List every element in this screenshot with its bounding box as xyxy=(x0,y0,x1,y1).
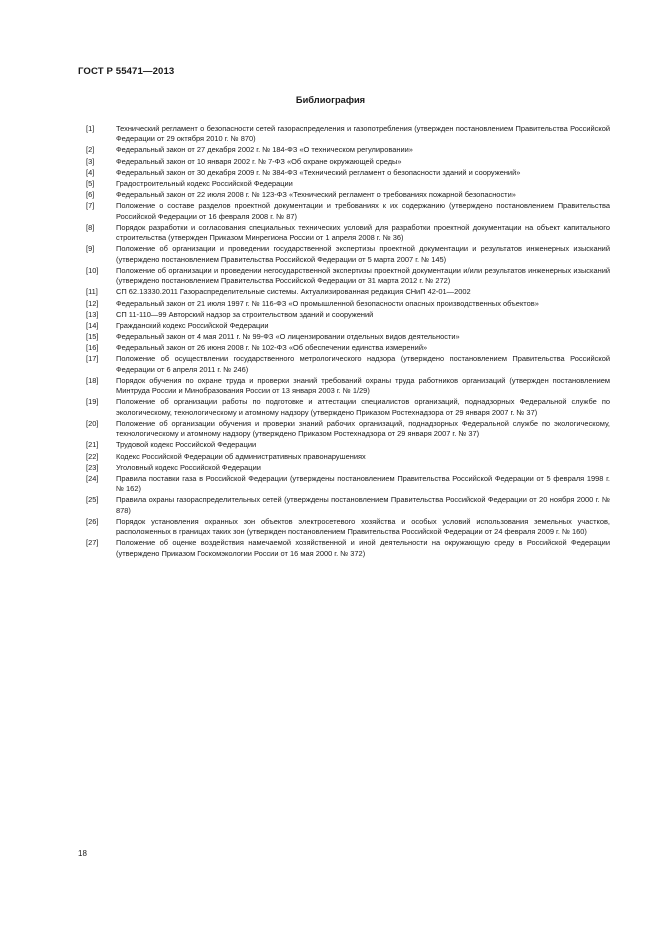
bibliography-entry-text: Уголовный кодекс Российской Федерации xyxy=(116,462,261,472)
bibliography-entry xyxy=(86,354,610,375)
bibliography-entry-number: [20] xyxy=(86,418,99,428)
bibliography-entry-number: [17] xyxy=(86,354,99,364)
bibliography-entry-number: [4] xyxy=(86,167,95,177)
bibliography-entry-number: [14] xyxy=(86,320,99,330)
bibliography-entry-number: [12] xyxy=(86,298,99,308)
bibliography-entry-number: [1] xyxy=(86,124,95,133)
bibliography-entry-text: Положение об организации и проведении негосударственной экспертизы проектной документации и/или результатов инженерных изысканий (утверждено постановлением Правительства Российской Федерации от 31 марта 2012 г. № 272) xyxy=(116,265,610,286)
bibliography-entry-text: Федеральный закон от 30 декабря 2009 г. № 384-ФЗ «Технический регламент о безопасности зданий и сооружений» xyxy=(116,167,521,177)
bibliography-entry-number: [13] xyxy=(86,309,99,319)
page-number: 18 xyxy=(78,849,87,858)
bibliography-entry-text: Кодекс Российской Федерации об административных правонарушениях xyxy=(116,451,366,461)
bibliography-entry-number: [18] xyxy=(86,375,99,385)
bibliography-entry xyxy=(86,223,610,244)
bibliography-entry-number: [5] xyxy=(86,179,95,189)
bibliography-entry xyxy=(86,495,610,516)
bibliography-entry-text: Градостроительный кодекс Российской Федерации xyxy=(116,179,293,189)
bibliography-entry-number: [8] xyxy=(86,222,95,232)
document-header: ГОСТ Р 55471—2013 xyxy=(78,66,175,77)
bibliography-entry-number: [15] xyxy=(86,332,99,342)
bibliography-entry-number: [7] xyxy=(86,201,95,211)
bibliography-entry-text: Положение об осуществлении государственного метрологического надзора (утверждено постановлением Правительства Российской Федерации от 6 апреля 2011 г. № 246) xyxy=(116,354,610,374)
bibliography-entry-text: Порядок установления охранных зон объектов электросетевого хозяйства и особых условий использования земельных участков, расположенных в границах таких зон (утвержден постановлением Правительства Российской Федерации от 24 февраля 2009 г. № 160) xyxy=(116,516,610,537)
bibliography-entry-number: [25] xyxy=(86,495,99,505)
bibliography-entry-text: Правила поставки газа в Российской Федерации (утверждены постановлением Правительства Российской Федерации от 5 февраля 1998 г. № 162) xyxy=(116,473,610,494)
bibliography-entry-text: СП 62.13330.2011 Газораспределительные системы. Актуализированная редакция СНиП 42-01—2002 xyxy=(116,287,471,297)
bibliography-entry-number: [11] xyxy=(86,287,98,297)
bibliography-entry xyxy=(86,440,610,450)
bibliography-entry xyxy=(86,179,610,189)
bibliography-entry-text: Положение о составе разделов проектной документации и требованиях к их содержанию (утверждено постановлением Правительства Российской Федерации от 16 февраля 2008 г. № 87) xyxy=(116,201,610,221)
bibliography-entry xyxy=(86,201,610,222)
bibliography-entry-number: [16] xyxy=(86,343,99,353)
bibliography-entry-text: Федеральный закон от 21 июля 1997 г. № 116-ФЗ «О промышленной безопасности опасных производственных объектов» xyxy=(116,298,539,308)
bibliography-entry-text: Порядок обучения по охране труда и проверки знаний требований охраны труда работников организаций (утвержден постановлением Минтруда России и Минобразования России от 13 января 2003 г. № 1/29) xyxy=(116,375,610,396)
bibliography-entry-text: Положение об оценке воздействия намечаемой хозяйственной и иной деятельности на окружающую среду в Российской Федерации (утверждено Приказом Госкомэкологии России от 16 мая 2000 г. № 372) xyxy=(116,538,610,558)
bibliography-entry xyxy=(86,376,610,397)
bibliography-entry xyxy=(86,124,610,145)
bibliography-entry-text: Положение об организации работы по подготовке и аттестации специалистов организаций, поднадзорных Федеральной службе по экологическому, технологическому и атомному надзору (утверждено Приказом Ростехнадзора от 29 января 2007 г. № 37) xyxy=(116,397,610,417)
bibliography-entry xyxy=(86,463,610,473)
bibliography-entry-text: Федеральный закон от 4 мая 2011 г. № 99-ФЗ «О лицензировании отдельных видов деятельности» xyxy=(116,332,460,342)
bibliography-entry xyxy=(86,397,610,418)
bibliography-entry-number: [2] xyxy=(86,145,95,155)
bibliography-entry-text: Федеральный закон от 10 января 2002 г. № 7-ФЗ «Об охране окружающей среды» xyxy=(116,156,402,166)
bibliography-entry xyxy=(86,168,610,178)
bibliography-entry-text: Федеральный закон от 22 июля 2008 г. № 123-ФЗ «Технический регламент о требованиях пожарной безопасности» xyxy=(116,190,516,200)
bibliography-entry-number: [3] xyxy=(86,156,95,166)
bibliography-entry xyxy=(86,538,610,559)
bibliography-entry xyxy=(86,321,610,331)
bibliography-entry-text: Порядок разработки и согласования специальных технических условий для разработки проектной документации на объект капитального строительства (утвержден Приказом Минрегиона России от 1 апреля 2008 г. № 36) xyxy=(116,222,610,243)
bibliography-entry xyxy=(86,287,610,297)
bibliography-entry xyxy=(86,190,610,200)
bibliography-entry xyxy=(86,266,610,287)
bibliography-entry-text: Гражданский кодекс Российской Федерации xyxy=(116,320,269,330)
section-title: Библиография xyxy=(295,95,366,105)
bibliography-entry-text: Федеральный закон от 26 июня 2008 г. № 102-ФЗ «Об обеспечении единства измерений» xyxy=(116,343,428,353)
bibliography-entry xyxy=(86,517,610,538)
bibliography-list xyxy=(86,124,610,560)
bibliography-entry-text: Правила охраны газораспределительных сетей (утверждены постановлением Правительства Российской Федерации от 20 ноября 2000 г. № 878) xyxy=(116,495,610,515)
bibliography-entry-number: [26] xyxy=(86,516,99,526)
bibliography-entry-number: [22] xyxy=(86,451,99,461)
bibliography-entry xyxy=(86,299,610,309)
bibliography-entry-number: [10] xyxy=(86,265,99,275)
bibliography-entry xyxy=(86,452,610,462)
bibliography-entry-number: [23] xyxy=(86,462,99,472)
bibliography-entry-text: Федеральный закон от 27 декабря 2002 г. № 184-ФЗ «О техническом регулировании» xyxy=(116,145,413,155)
bibliography-entry-number: [27] xyxy=(86,538,99,548)
bibliography-entry-text: Трудовой кодекс Российской Федерации xyxy=(116,440,257,450)
bibliography-entry xyxy=(86,332,610,342)
bibliography-entry-number: [9] xyxy=(86,244,95,254)
bibliography-entry xyxy=(86,157,610,167)
bibliography-entry-number: [21] xyxy=(86,440,99,450)
bibliography-entry-text: Технический регламент о безопасности сетей газораспределения и газопотребления (утвержден постановлением Правительства Российской Федерации от 29 октября 2010 г. № 870) xyxy=(116,124,610,144)
bibliography-entry xyxy=(86,244,610,265)
bibliography-entry xyxy=(86,474,610,495)
bibliography-entry xyxy=(86,310,610,320)
bibliography-entry-number: [6] xyxy=(86,190,95,200)
bibliography-entry xyxy=(86,145,610,155)
bibliography-entry-text: СП 11-110—99 Авторский надзор за строительством зданий и сооружений xyxy=(116,309,374,319)
bibliography-entry-number: [19] xyxy=(86,397,99,407)
bibliography-entry xyxy=(86,343,610,353)
bibliography-entry-text: Положение об организации обучения и проверки знаний рабочих организаций, поднадзорных Федеральной службе по экологическому, технологическому и атомному надзору (утверждено Приказом Ростехнадзора от 29 января 2007 г. № 37) xyxy=(116,418,610,439)
bibliography-entry-text: Положение об организации и проведении государственной экспертизы проектной документации и результатов инженерных изысканий (утверждено постановлением Правительства Российской Федерации от 5 марта 2007 г. № 145) xyxy=(116,244,610,264)
bibliography-entry-number: [24] xyxy=(86,473,99,483)
bibliography-entry xyxy=(86,419,610,440)
